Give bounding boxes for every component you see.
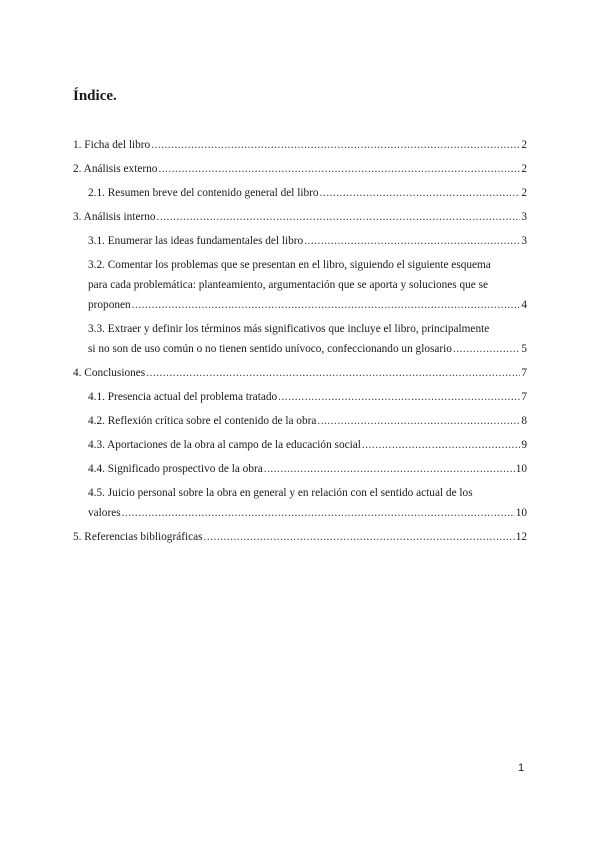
dot-leader (264, 459, 515, 479)
dot-leader (157, 207, 521, 227)
dot-leader (278, 387, 520, 407)
page-number: 1 (518, 762, 525, 774)
dot-leader (362, 435, 520, 455)
toc-entry-text: 3.1. Enumerar las ideas fundamentales del libro (88, 235, 304, 247)
toc-entry-text: 4.3. Aportaciones de la obra al campo de la educación social (88, 439, 361, 451)
toc-page-number: 3 (521, 211, 527, 223)
dot-leader (204, 527, 515, 547)
toc-entry-2-1[interactable] (88, 183, 527, 203)
toc-entry-text: 1. Ficha del libro (73, 139, 151, 151)
toc-entry-text: proponen (88, 299, 131, 311)
toc-page-number: 2 (521, 139, 527, 151)
dot-leader (132, 295, 521, 315)
toc-entry-4-4[interactable] (88, 459, 527, 479)
toc-entry-1[interactable] (73, 135, 527, 155)
toc-entry-4-2[interactable] (88, 411, 527, 431)
dot-leader (453, 339, 520, 359)
toc-entry-text: 4.2. Reflexión crítica sobre el contenido de la obra (88, 415, 317, 427)
toc-entry-text: si no son de uso común o no tienen sentido unívoco, confeccionando un glosario (88, 343, 452, 355)
toc-entry-text: valores (88, 507, 121, 519)
dot-leader (317, 411, 520, 431)
table-of-contents (73, 135, 527, 551)
toc-entry-text: 2.1. Resumen breve del contenido general del libro (88, 187, 319, 199)
toc-page-number: 7 (521, 391, 527, 403)
toc-entry-5[interactable] (73, 527, 527, 547)
dot-leader (320, 183, 521, 203)
toc-entry-4-5[interactable] (88, 483, 527, 523)
toc-page-number: 8 (521, 415, 527, 427)
dot-leader (304, 231, 520, 251)
toc-entry-4-1[interactable] (88, 387, 527, 407)
toc-entry-text: 4. Conclusiones (73, 367, 146, 379)
dot-leader (122, 503, 515, 523)
toc-page-number: 9 (521, 439, 527, 451)
dot-leader (146, 363, 520, 383)
toc-entry-3-3[interactable] (88, 319, 527, 359)
toc-entry-text-line: 4.5. Juicio personal sobre la obra en general y en relación con el sentido actual de los (88, 487, 473, 499)
toc-entry-4[interactable] (73, 363, 527, 383)
toc-entry-text: 4.1. Presencia actual del problema tratado (88, 391, 278, 403)
toc-page-number: 10 (515, 463, 527, 475)
dot-leader (158, 159, 520, 179)
toc-page-number: 2 (521, 187, 527, 199)
toc-page-number: 3 (521, 235, 527, 247)
toc-entry-text: 5. Referencias bibliográficas (73, 531, 203, 543)
toc-entry-text: 2. Análisis externo (73, 163, 158, 175)
dot-leader (151, 135, 520, 155)
toc-page-number: 4 (521, 299, 527, 311)
toc-page-number: 12 (515, 531, 527, 543)
toc-entry-2[interactable] (73, 159, 527, 179)
toc-entry-text-line: para cada problemática: planteamiento, argumentación que se aporta y soluciones que se (88, 279, 489, 291)
toc-entry-text: 3. Análisis interno (73, 211, 156, 223)
index-title: Índice. (73, 88, 117, 104)
toc-entry-text-line: 3.2. Comentar los problemas que se presentan en el libro, siguiendo el siguiente esquema (88, 259, 491, 271)
toc-page-number: 2 (521, 163, 527, 175)
toc-entry-3-2[interactable] (88, 255, 527, 315)
toc-entry-4-3[interactable] (88, 435, 527, 455)
toc-page-number: 5 (521, 343, 527, 355)
toc-page-number: 10 (515, 507, 527, 519)
toc-entry-3-1[interactable] (88, 231, 527, 251)
toc-entry-3[interactable] (73, 207, 527, 227)
toc-entry-text-line: 3.3. Extraer y definir los términos más significativos que incluye el libro, principalmente (88, 323, 490, 335)
toc-entry-text: 4.4. Significado prospectivo de la obra (88, 463, 263, 475)
toc-page-number: 7 (521, 367, 527, 379)
